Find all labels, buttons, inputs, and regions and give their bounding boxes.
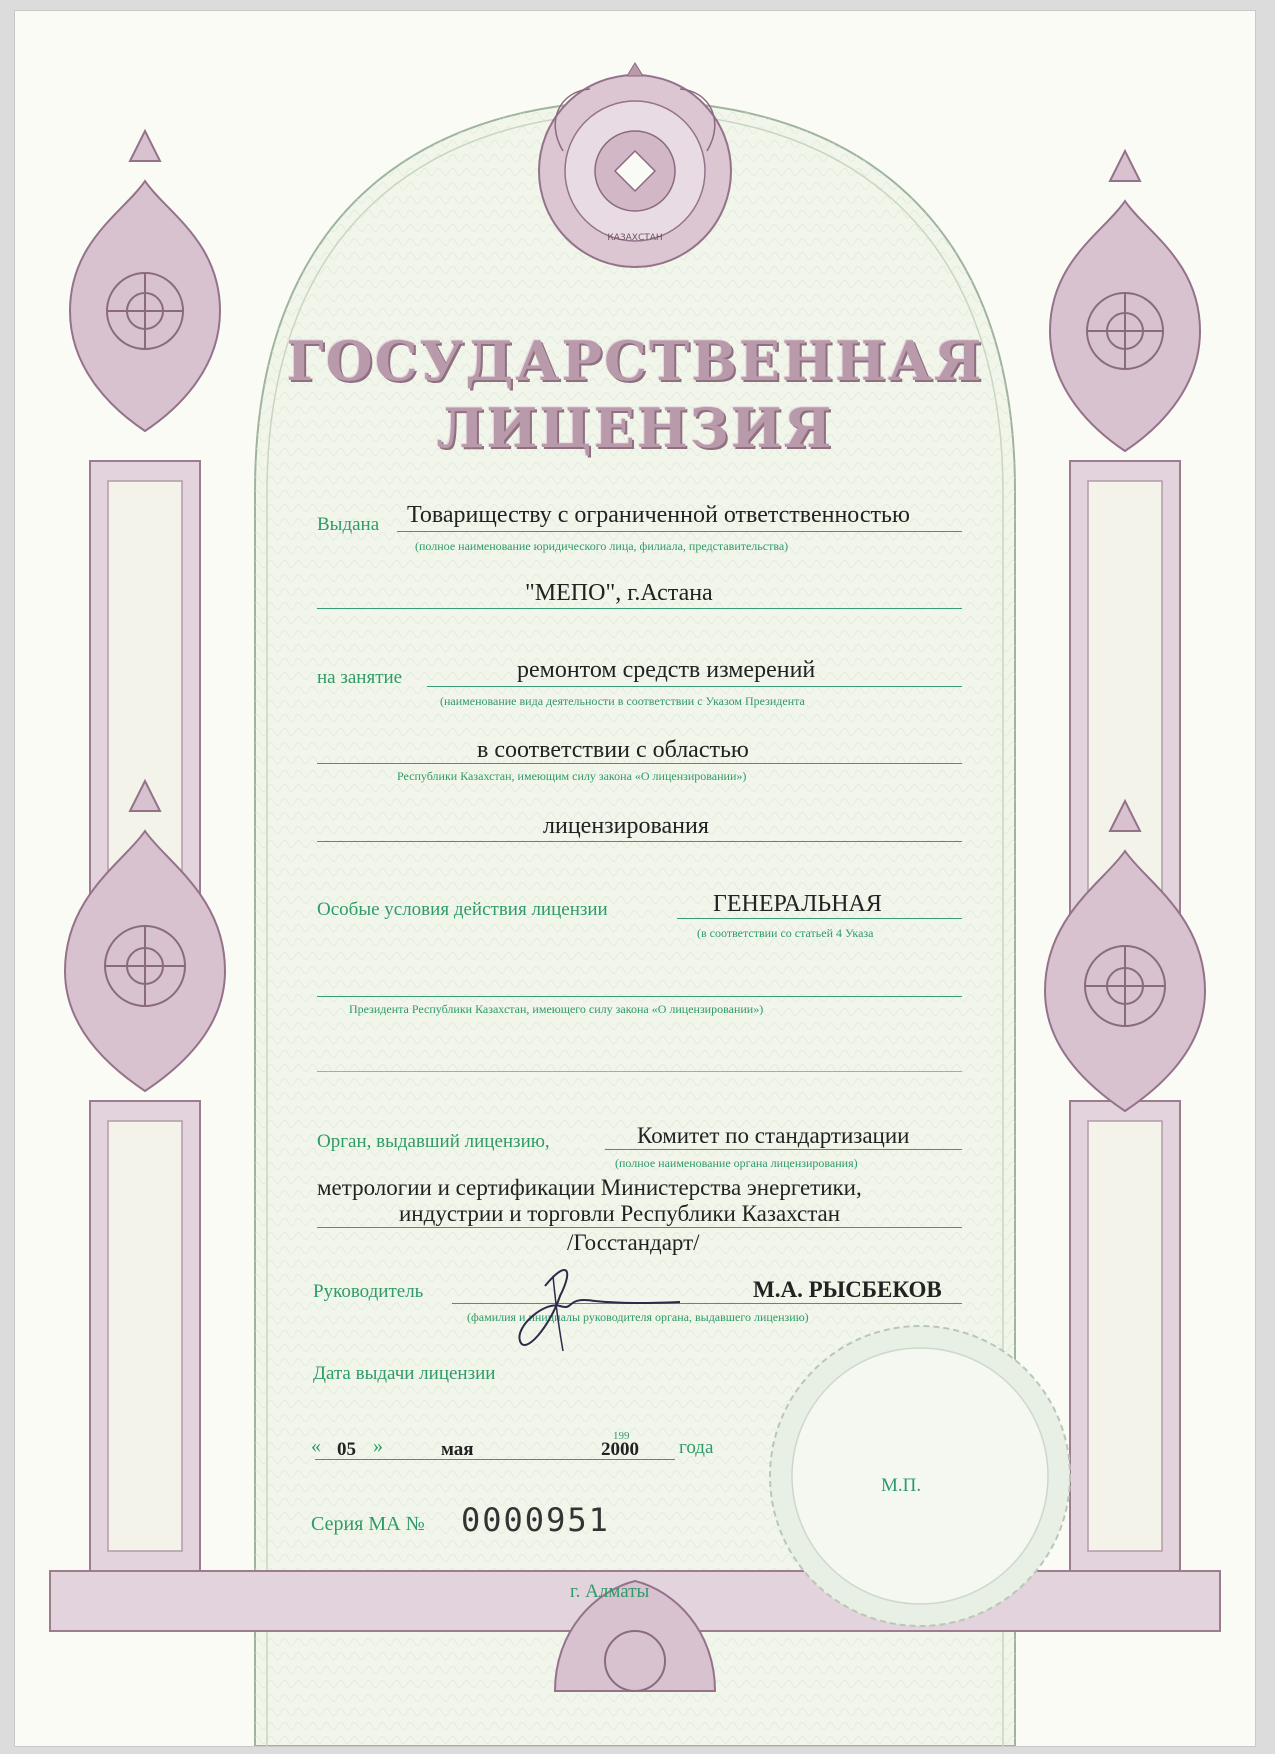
title-line-2: ЛИЦЕНЗИЯ [436,396,834,460]
date-year: 2000 [601,1439,639,1460]
city: г. Алматы [570,1581,650,1602]
stamp-place: М.П. [881,1475,922,1496]
issuer-hint: (полное наименование органа лицензирования) [615,1156,858,1170]
issued-to-hint: (полное наименование юридического лица, филиала, представительства) [415,539,789,553]
license-document [14,10,1256,1747]
date-month: мая [441,1439,474,1460]
issuer-value-3: индустрии и торговли Республики Казахстан [399,1201,841,1226]
conditions-rule-3 [317,1071,962,1072]
title-line-1: ГОСУДАРСТВЕННАЯ [286,329,984,393]
activity-rule-3 [317,841,962,842]
issued-to-label: Выдана [317,514,380,535]
series-number: 0000951 [461,1501,610,1539]
issue-date-label: Дата выдачи лицензии [313,1363,496,1384]
series-label: Серия МА № [311,1513,425,1535]
ornamental-frame [15,11,1255,1746]
activity-hint-2: Республики Казахстан, имеющим силу закона «О лицензировании») [397,769,747,783]
head-label: Руководитель [313,1281,424,1302]
activity-value-2: в соответствии с областью [477,737,749,763]
head-value: М.А. РЫСБЕКОВ [753,1277,942,1302]
issuer-rule-2 [317,1227,962,1228]
activity-label: на занятие [317,667,403,688]
date-suffix: года [679,1437,714,1458]
conditions-hint-2: Президента Республики Казахстан, имеющего силу закона «О лицензировании») [349,1002,764,1016]
issued-to-value-2: "МЕПО", г.Астана [525,580,713,606]
issuer-value-1: Комитет по стандартизации [637,1123,910,1148]
issued-to-rule-1 [397,531,962,532]
conditions-hint-1: (в соответствии со статьей 4 Указа [697,926,874,940]
issued-to-value-1: Товариществу с ограниченной ответственностью [407,502,910,528]
issued-to-rule-2 [317,608,962,609]
issuer-value-4: /Госстандарт/ [567,1230,700,1255]
conditions-rule-1 [677,918,962,919]
signature [505,1256,685,1366]
date-quote-close: » [373,1435,383,1457]
conditions-rule-2 [317,996,962,997]
activity-rule-1 [427,686,962,687]
conditions-label: Особые условия действия лицензии [317,899,608,920]
emblem-text: КАЗАХСТАН [607,233,663,243]
conditions-value: ГЕНЕРАЛЬНАЯ [713,891,882,917]
activity-hint-1: (наименование вида деятельности в соответствии с Указом Президента [440,694,805,708]
date-quote-open: « [311,1435,321,1457]
issuer-rule-1 [605,1149,962,1150]
date-day: 05 [337,1439,356,1460]
head-hint: (фамилия и инициалы руководителя органа, выдавшего лицензию) [467,1310,809,1324]
issuer-label: Орган, выдавший лицензию, [317,1131,550,1152]
activity-value-3: лицензирования [543,813,709,839]
issuer-value-2: метрологии и сертификации Министерства энергетики, [317,1175,862,1200]
date-year-printed: 199 [613,1430,630,1442]
activity-value-1: ремонтом средств измерений [517,657,816,683]
